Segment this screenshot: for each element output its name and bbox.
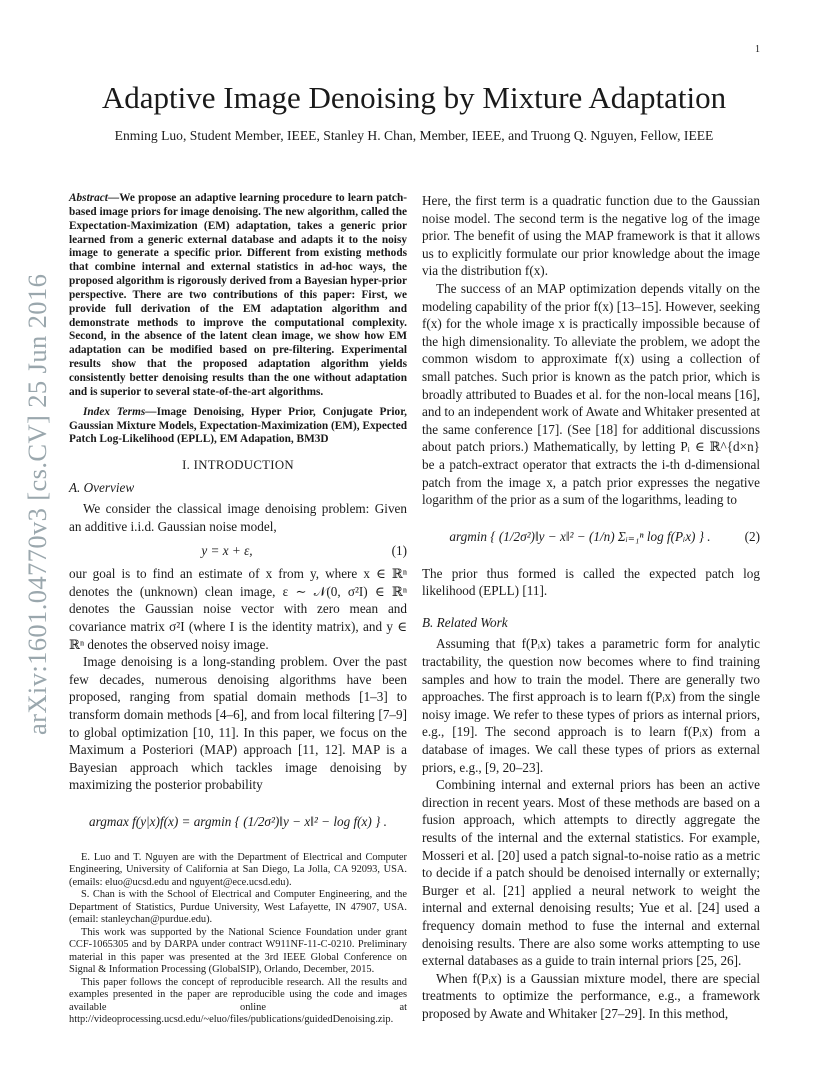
equation-1-expression: y = x + ε, [201, 542, 253, 558]
paragraph-history: Image denoising is a long-standing problem. Over the past few decades, numerous denoising algorithms have been proposed, ranging from spatial domain methods [1–3] to transform domain methods [4–6], and from local filtering [7–9] to global optimization [10, 11]. In this paper, we focus on the Maximum a Posteriori (MAP) approach [11, 12]. MAP is a Bayesian approach which tackles image denoising by maximizing the posterior probability [69, 654, 407, 793]
paragraph-goal: our goal is to find an estimate of x from y, where x ∈ ℝⁿ denotes the (unknown) clean image, ε ∼ 𝒩(0, σ²I) ∈ ℝⁿ denotes the Gaussian noise vector with zero mean and covariance matrix σ²I (where I is the identity matrix), and y ∈ ℝⁿ denotes the observed noisy image. [69, 566, 407, 652]
paper-title: Adaptive Image Denoising by Mixture Adaptation [101, 80, 727, 115]
paragraph-patch-prior: The success of an MAP optimization depends vitally on the modeling capability of the prior f(x) [13–15]. However, seeking f(x) for the whole image x is practically impossible because of the high dimensionality. To alleviate the problem, we adopt the common wisdom to approximate f(x) using a collection of small patches. Such prior is known as the patch prior, which is broadly attributed to Buades et al. for the non-local means [16], and to an independent work of Awate and Whitaker presented at the same conference [17]. (See [18] for additional discussions about patch priors.) Mathematically, by letting Pᵢ ∈ ℝ^{d×n} be a patch-extract operator that extracts the i-th d-dimensional patch from the image x, a patch prior expresses the negative logarithm of the prior as a sum of the logarithms, leading to [422, 280, 760, 508]
index-terms-label: Index Terms— [83, 405, 157, 418]
abstract-label: Abstract— [69, 192, 120, 204]
author-list: Enming Luo, Student Member, IEEE, Stanley H. Chan, Member, IEEE, and Truong Q. Nguyen, Fellow, IEEE [114, 128, 714, 143]
paragraph-map-terms: Here, the first term is a quadratic function due to the Gaussian noise model. The second term is the negative log of the image prior. The benefit of using the MAP framework is that it allows us to explicitly formulate our prior knowledge about the image via the distribution f(x). [422, 193, 760, 279]
left-column [69, 192, 407, 1027]
equation-1-number: (1) [391, 542, 407, 558]
section-heading-introduction: I. INTRODUCTION [182, 458, 294, 473]
index-terms [69, 406, 407, 448]
abstract-text: We propose an adaptive learning procedure to learn patch-based image priors for image denoising. The new algorithm, called the Expectation-Maximization (EM) adaptation, takes a generic prior learned from a generic external database and adapts it to the noisy image to generate a specific prior. Different from existing methods that combine internal and external statistics in ad-hoc ways, the proposed algorithm is rigorously derived from a Bayesian hyper-prior perspective. There are two contributions of this paper: First, we provide full derivation of the EM adaptation algorithm and demonstrate methods to improve the computational complexity. Second, in the absence of the latent clean image, we show how EM adaptation can be modified based on pre-filtering. Experimental results show that the proposed adaptation algorithm yields consistently better denoising results than the one without adaptation and is superior to several state-of-the-art algorithms. [69, 192, 407, 398]
footnote-funding: This work was supported by the National Science Foundation under grant CCF-1065305 and by DARPA under contract W911NF-11-C-0210. Preliminary material in this paper was presented at the 3rd IEEE Global Conference on Signal & Information Processing (GlobalSIP), Orlando, December, 2015. [69, 926, 407, 976]
equation-2-number: (2) [744, 528, 760, 544]
index-terms-text: Image Denoising, Hyper Prior, Conjugate Prior, Gaussian Mixture Models, Expectation-Maximization (EM), Expected Patch Log-Likelihood (EPLL), EM Adapation, BM3D [69, 405, 407, 446]
abstract [69, 192, 407, 400]
arxiv-identifier[interactable]: arXiv:1601.04770v3 [cs.CV] 25 Jun 2016 [22, 273, 52, 735]
footnote-affiliation-ucsd: E. Luo and T. Nguyen are with the Department of Electrical and Computer Engineering, University of California at San Diego, La Jolla, CA 92093, USA. (emails: eluo@ucsd.edu and nguyent@ece.ucsd.edu). [69, 851, 407, 888]
paragraph-gmm-treatments: When f(Pᵢx) is a Gaussian mixture model, there are special treatments to optimize the performance, e.g., a framework proposed by Awate and Whitaker [27–29]. In this method, [422, 970, 760, 1021]
paragraph-problem-statement: We consider the classical image denoising problem: Given an additive i.i.d. Gaussian noise model, [69, 501, 407, 534]
footnotes [69, 852, 407, 1027]
equation-2 [422, 515, 760, 559]
equation-2-expression: argmin { (1/2σ²)‖y − x‖² − (1/n) Σᵢ₌₁ⁿ log f(Pᵢx) } . [449, 528, 711, 544]
equation-1 [69, 542, 407, 560]
footnote-reproducible: This paper follows the concept of reproducible research. All the results and examples presented in the paper are reproducible using the code and images available online at http://videoprocessing.ucsd.edu/~eluo/files/publications/guidedDenoising.zip. [69, 976, 407, 1026]
subsection-heading-overview: A. Overview [69, 479, 135, 495]
paragraph-epll: The prior thus formed is called the expected patch log likelihood (EPLL) [11]. [422, 565, 760, 599]
equation-map-expression: argmax f(y|x)f(x) = argmin { (1/2σ²)‖y − x‖² − log f(x) } . [89, 814, 387, 830]
paragraph-combining-priors: Combining internal and external priors has been an active direction in recent years. Most of these methods are based on a fusion approach, which attempts to directly aggregate the results of the internal and the external statistics. For example, Mosseri et al. [20] used a patch signal-to-noise ratio as a metric to decide if a patch should be denoised internally or externally; Burger et al. [21] applied a neural network to weight the internal and external denoising results; Yue et al. [24] used a frequency domain method to fuse the internal and external denoising results. There are also some works attempting to use external databases as a guide to train internal priors [25, 26]. [422, 777, 760, 969]
footnote-affiliation-purdue: S. Chan is with the School of Electrical and Computer Engineering, and the Department of Statistics, Purdue University, West Lafayette, IN 47907, USA. (email: stanleychan@purdue.edu). [69, 889, 407, 926]
subsection-heading-related-work: B. Related Work [422, 614, 508, 630]
paragraph-approaches: Assuming that f(Pᵢx) takes a parametric form for analytic tractability, the question now becomes where to find training samples and how to train the model. There are generally two approaches. The first approach is to learn f(Pᵢx) from the single noisy image. We refer to these types of priors as internal priors, e.g., [19]. The second approach is to learn f(Pᵢx) from a database of images. We call these types of priors as external priors, e.g., [9, 20–23]. [422, 636, 760, 775]
page-number: 1 [755, 44, 760, 55]
equation-map [69, 800, 407, 844]
right-column [422, 192, 760, 1023]
